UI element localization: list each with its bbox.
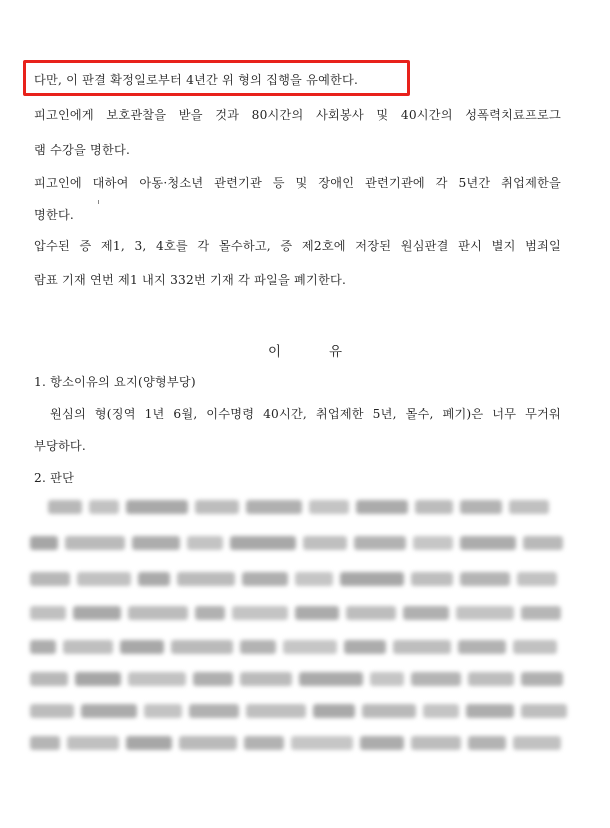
redacted-line: [48, 500, 549, 514]
redacted-line: [30, 672, 563, 686]
order-line-employment-restriction: 피고인에 대하여 아동·청소년 관련기관 등 및 장애인 관련기관에 각 5년간 취업제한을: [34, 176, 561, 190]
order-line-confiscation: 압수된 증 제1, 3, 4호를 각 몰수하고, 증 제2호에 저장된 원심판결 판시 별지 범죄일: [34, 239, 561, 253]
redacted-line: [30, 606, 561, 620]
reasons-heading-char-2: 유: [329, 344, 343, 360]
reasons-heading: [0, 340, 610, 360]
order-line-probation: 피고인에게 보호관찰을 받을 것과 80시간의 사회봉사 및 40시간의 성폭력치료프로그: [34, 108, 561, 122]
section-1-body-line-2: 부당하다.: [34, 439, 86, 453]
order-line-employment-end: 명한다.: [34, 208, 74, 222]
redacted-text-block: [30, 496, 568, 754]
stray-mark: [98, 200, 99, 204]
section-2-title: 2. 판단: [34, 471, 75, 485]
order-line-suspension: 다만, 이 판결 확정일로부터 4년간 위 형의 집행을 유예한다.: [34, 73, 359, 87]
order-line-disposal: 람표 기재 연번 제1 내지 332번 기재 각 파일을 폐기한다.: [34, 273, 347, 287]
redacted-line: [30, 736, 561, 750]
redacted-line: [30, 640, 557, 654]
reasons-heading-char-1: 이: [267, 344, 281, 360]
redacted-line: [30, 572, 557, 586]
order-line-program: 램 수강을 명한다.: [34, 143, 131, 157]
section-1-body-line-1: 원심의 형(징역 1년 6월, 이수명령 40시간, 취업제한 5년, 몰수, 폐기)은 너무 무거워: [50, 407, 561, 421]
section-1-title: 1. 항소이유의 요지(양형부당): [34, 375, 196, 389]
redacted-line: [30, 536, 563, 550]
redacted-line: [30, 704, 567, 718]
